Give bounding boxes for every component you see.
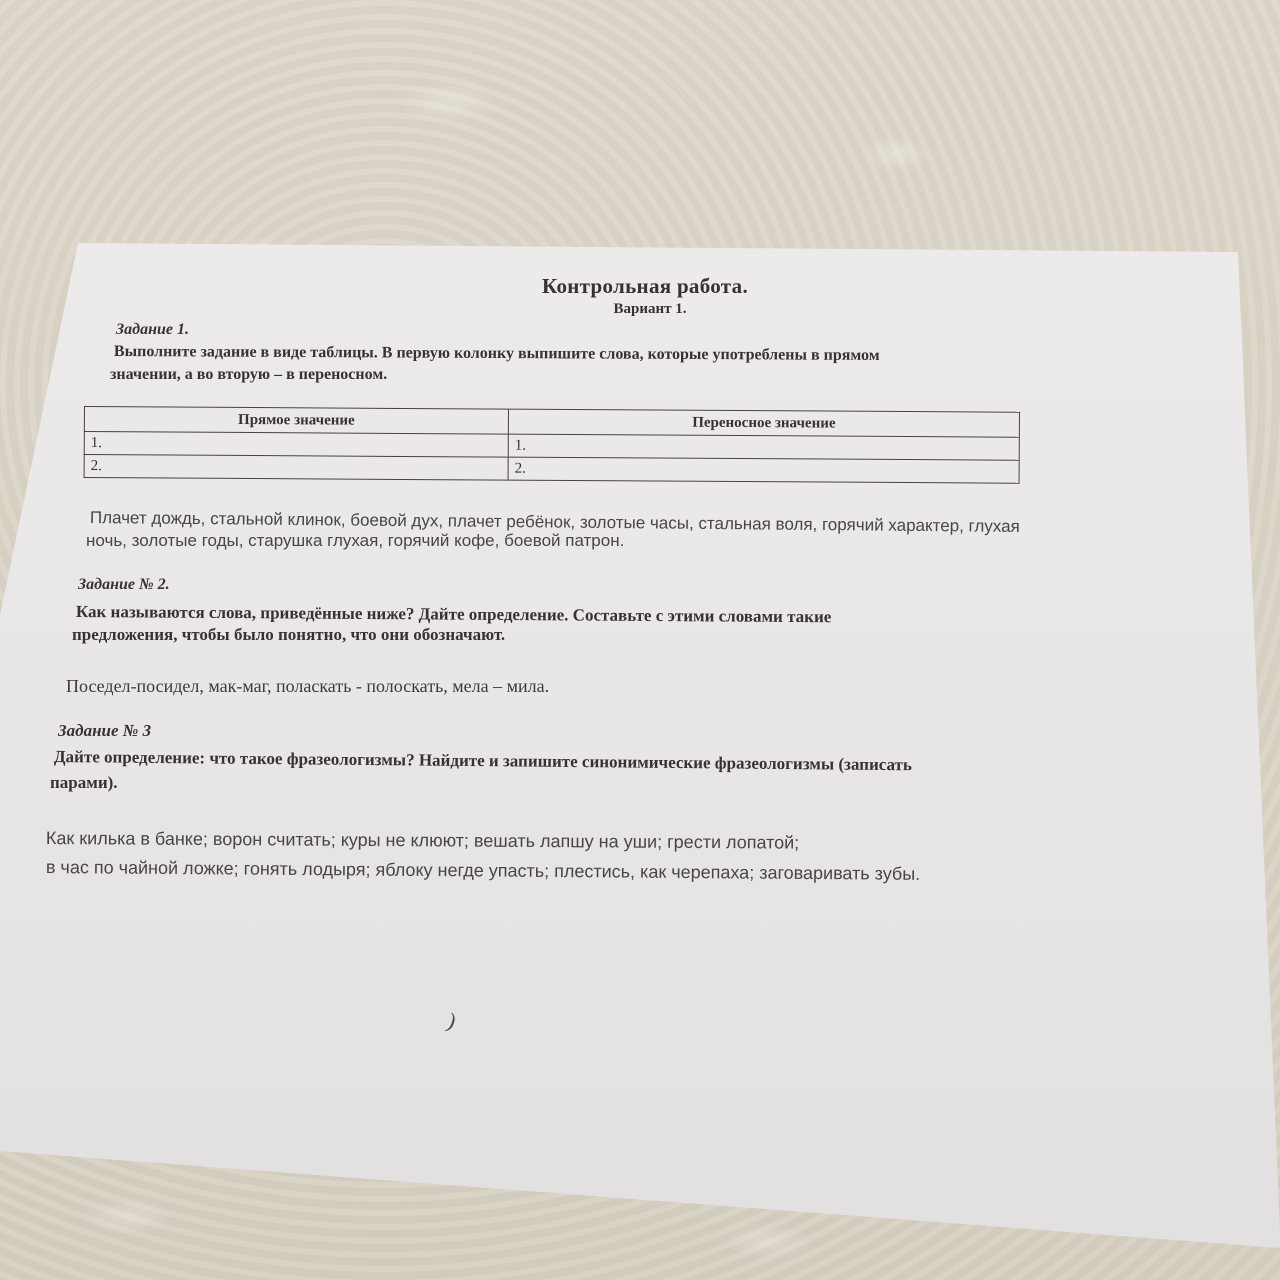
task1-words-line-2: ночь, золотые годы, старушка глухая, горячий кофе, боевой патрон. [86, 531, 625, 550]
table-cell[interactable]: 2. [84, 455, 508, 481]
task3-phrases-line-2: в час по чайной ложке; гонять лодыря; яблоку негде упасть; плестись, как черепаха; заговаривать зубы. [45, 857, 921, 884]
task3-phrases-line-1: Как килька в банке; ворон считать; куры не клюют; вешать лапшу на уши; грести лопатой; [45, 828, 800, 853]
task2-text-line-2: предложения, чтобы было понятно, что они обозначают. [72, 625, 506, 644]
answer-table [84, 406, 1020, 484]
task1-words-line-1: Плачет дождь, стальной клинок, боевой дух, плачет ребёнок, золотые часы, стальная воля, горячий характер, глухая [89, 508, 1020, 536]
task3-text-line-2: парами). [50, 773, 118, 792]
column-header-figurative: Переносное значение [508, 409, 1019, 437]
task2-text-line-1: Как называются слова, приведённые ниже? Дайте определение. Составьте с этими словами такие [75, 602, 832, 627]
task2-heading: Задание № 2. [78, 576, 170, 593]
task3-heading: Задание № 3 [58, 721, 152, 740]
table-cell[interactable]: 1. [84, 432, 508, 458]
pen-mark: ) [444, 1007, 460, 1034]
table-cell[interactable]: 2. [508, 457, 1019, 483]
document-title: Контрольная работа. [542, 274, 748, 298]
task2-words: Поседел-посидел, мак-маг, поласкать - полоскать, мела – мила. [66, 676, 550, 696]
task1-heading: Задание 1. [116, 321, 189, 338]
task1-text-line-1: Выполните задание в виде таблицы. В первую колонку выпишите слова, которые употреблены в прямом [113, 343, 880, 365]
column-header-direct: Прямое значение [84, 407, 508, 435]
variant-label: Вариант 1. [613, 301, 687, 317]
task1-text-line-2: значении, а во вторую – в переносном. [110, 366, 388, 383]
task3-text-line-1: Дайте определение: что такое фразеологизмы? Найдите и запишите синонимические фразеологизмы (записать [53, 747, 913, 775]
table-row [84, 455, 1019, 484]
table-cell[interactable]: 1. [508, 434, 1019, 460]
